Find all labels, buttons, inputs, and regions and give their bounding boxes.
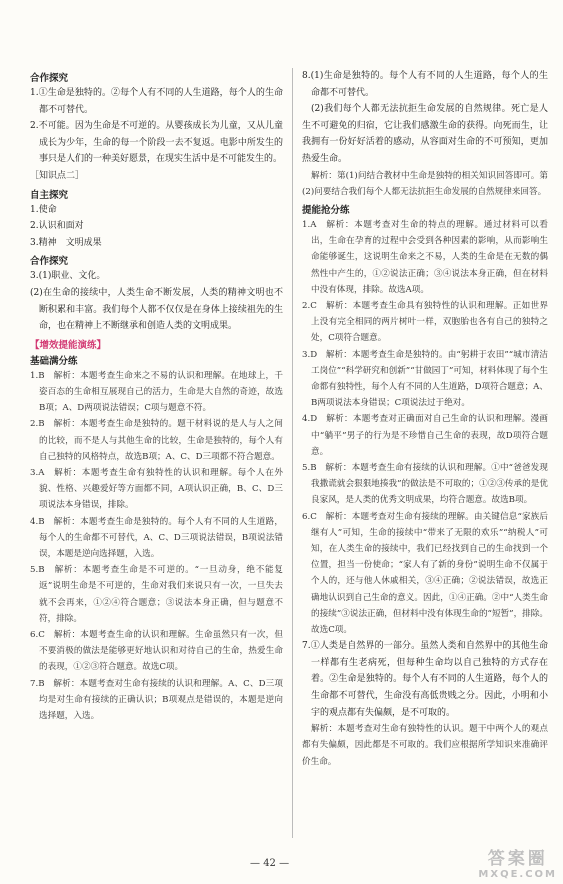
answer-paragraph: 7.①人类是自然界的一部分。虽然人类和自然界中的其他生命一样都有生老病死，但每种生命均以自己独特的方式存在着。②生命是独特的。每个人有不同的人生道路，每个人的生命都不可替代，生命没有高低贵贱之分。因此，小明和小宇的观点都有失偏颇，是不可取的。 <box>302 641 548 718</box>
answer-paragraph: 2.认识和面对 <box>30 221 84 232</box>
section-heading: 合作探究 <box>30 73 69 84</box>
right-column <box>302 68 548 770</box>
answer-paragraph: 6.C 解析：本题考查生命的认识和理解。生命虽然只有一次，但不要消极的做法是能够更好地认识和对待自己的生命，热爱生命的表现，①②③符合题意。故选C项。 <box>30 629 283 673</box>
answer-paragraph: 3.A 解析：本题考查生命有独特性的认识和理解。每个人在外貌、性格、兴趣爱好等方面都不同，A项认识正确，B、C、D三项说法本身错误，排除。 <box>30 467 283 511</box>
answer-paragraph: 4.B 解析：本题考查生命是独特的。每个人有不同的人生道路，每个人的生命都不可替代，A、C、D三项说法错误，B项说法错误，本题是逆向选择题，入选。 <box>30 516 283 559</box>
answer-paragraph: ［知识点二］ <box>30 170 85 181</box>
answer-paragraph: 1.使命 <box>30 204 57 215</box>
answer-paragraph: 1.A 解析：本题考查对生命的特点的理解。通过材料可以看出，生命在孕育的过程中会受到各种因素的影响，从而影响生命能够诞生，这说明生命来之不易，人类的生命是在无数的偶然性中产生的，①②说法正确；③④说法本身正确，但在材料中没有体现，排除。故选A项。 <box>302 219 548 295</box>
answer-paragraph: 5.B 解析：本题考查生命是不可逆的。“一旦动身，绝不能复返”说明生命是不可逆的，生命对我们来说只有一次，一旦失去就不会再来，①②④符合题意；③说法本身正确，但与题意不符，排除。 <box>30 565 283 624</box>
answer-paragraph: 1.①生命是独特的。②每个人有不同的人生道路，每个人的生命都不可替代。 <box>30 88 283 115</box>
watermark-name: 答案圈 <box>487 849 548 869</box>
answer-paragraph: (2)我们每个人都无法抗拒生命发展的自然规律。死亡是人生不可避免的归宿，它让我们感激生命的获得。向死而生，让我拥有一份好好活着的感动，从容面对生命的不可预知，更加热爱生命。 <box>302 104 548 164</box>
answer-paragraph: 2.不可能。因为生命是不可逆的。从婴孩成长为儿童，又从儿童成长为少年，生命的每一个阶段一去不复返。电影中所发生的事只是人们的一种美好愿景，在现实生活中是不可能发生的。 <box>30 121 283 165</box>
watermark-url: MXQE.COM <box>478 869 557 880</box>
answer-paragraph: 解析：本题考查对生命有独特性的认识。题干中两个人的观点都有失偏颇，因此都是不可取的。我们应根据所学知识来准确评价生命。 <box>302 724 548 767</box>
answer-paragraph: 3.D 解析：本题考查生命是独特的。由“躬耕于农田”“城市清洁工岗位”“科学研究和创新”“甘做园丁”可知，材料体现了每个生命都有独特性，每个人有不同的人生道路，D项符合题意；A、B两项说法本身错误；C项说法过于绝对。 <box>302 349 548 409</box>
answer-paragraph: 8.(1)生命是独特的。每个人有不同的人生道路，每个人的生命都不可替代。 <box>302 71 548 98</box>
section-heading: 合作探究 <box>30 256 69 268</box>
section-heading: 自主探究 <box>30 189 69 201</box>
answer-paragraph: 2.C 解析：本题考查生命具有独特性的认识和理解。正如世界上没有完全相同的两片树叶一样，双胞胎也各有自己的独特之处，C项符合题意。 <box>302 300 548 344</box>
answer-paragraph: 7.B 解析：本题考查对生命有接续的认识和理解。A、C、D三项均是对生命有接续的正确认识；B项观点是错误的，本题是逆向选择题，入选。 <box>30 678 283 721</box>
page-number: — 42 — <box>250 858 290 869</box>
answer-paragraph: 5.B 解析：本题考查生命有接续的认识和理解。①中“爸爸发现我撒谎就会狠狠地揍我”的做法是不可取的；①②③传承的是优良家风，是人类的优秀文明成果，均符合题意。故选B项。 <box>302 463 548 506</box>
answer-paragraph: 解析：第(1)问结合教材中生命是独特的相关知识回答即可。第(2)问要结合我们每个人都无法抗拒生命发展的自然规律来回答。 <box>302 170 548 197</box>
answer-paragraph: 3.精神 文明成果 <box>30 237 102 248</box>
watermark-logo <box>478 844 557 880</box>
answer-paragraph: 6.C 解析：本题考查对生命有接续的理解。由关键信息“家族后继有人”可知，生命的接续中“带来了无限的欢乐”“纳税人”可知，在人类生命的接续中，我们已经找到自己的生命找到一个位置，担当一份使命；“家人有了新的身份”说明生命不仅属于个人的，还与他人休戚相关，③④正确；②说法错误，故选正确地认识到自己生命的意义。因此，①④正确。②中“人类生命的接续”③说法正确，但材料中没有体现生命的“短暂”，排除。故选C项。 <box>302 511 548 636</box>
left-column <box>30 68 283 724</box>
section-heading: 【增效提能演练】 <box>30 339 107 351</box>
column-divider <box>292 68 293 838</box>
answer-paragraph: 4.D 解析：本题考查对正确面对自己生命的认识和理解。漫画中“躺平”男子的行为是不珍惜自己生命的表现，故D项符合题意。 <box>302 414 548 457</box>
page-number-value: 42 <box>263 858 276 869</box>
answer-paragraph: (2)在生命的接续中，人类生命不断发展，人类的精神文明也不断积累和丰富。我们每个人都不仅仅是在身体上接续祖先的生命，也在精神上不断继承和创造人类的文明成果。 <box>30 287 283 332</box>
section-heading: 基础满分练 <box>30 355 78 367</box>
answer-paragraph: 2.B 解析：本题考查生命是独特的。题干材料说的是人与人之间的比较，而不是人与其他生命的比较，生命是独特的，每个人有自己独特的风格特点，故选B项；A、C、D三项都不符合题意。 <box>30 419 283 462</box>
answer-paragraph: 3.(1)职业、文化。 <box>30 271 106 282</box>
section-heading: 提能抢分练 <box>302 204 350 216</box>
answer-paragraph: 1.B 解析：本题考查生命来之不易的认识和理解。在地球上，千姿百态的生命相互展现自己的活力，生命是大自然的奇迹，故选B项；A、D两项说法错误；C项与题意不符。 <box>30 370 283 414</box>
